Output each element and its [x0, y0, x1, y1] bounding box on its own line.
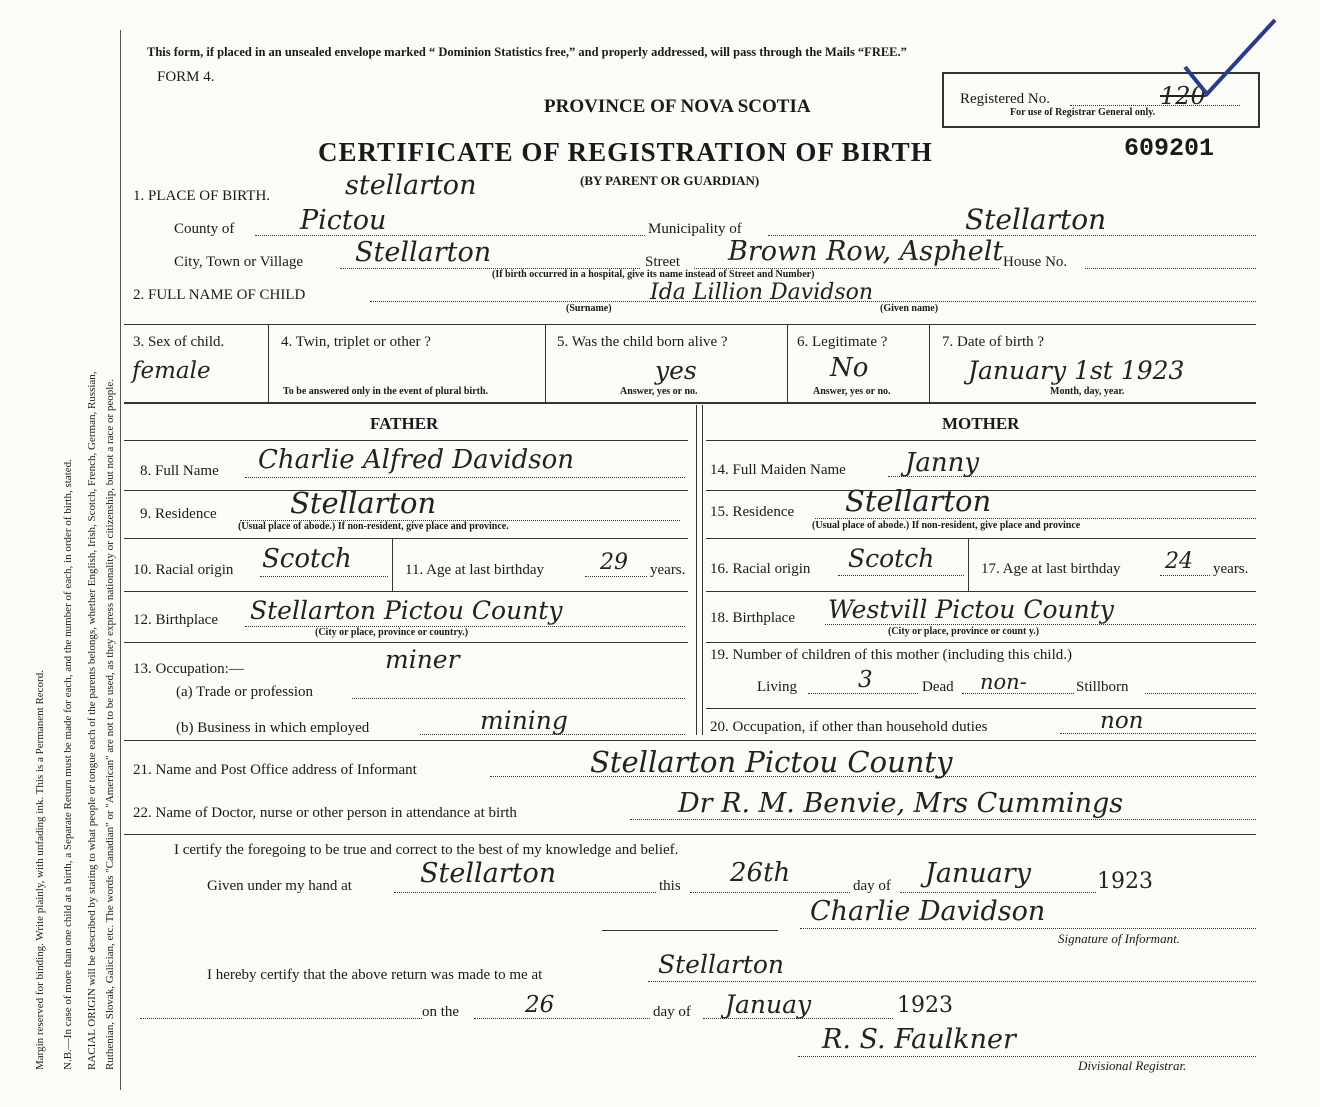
- living-value: 3: [858, 667, 873, 693]
- father-occ-b-label: (b) Business in which employed: [176, 720, 370, 736]
- dob-label: 7. Date of birth ?: [942, 334, 1045, 350]
- place-value: stellarton: [345, 170, 477, 201]
- margin-rule: [120, 30, 121, 1090]
- informant-signature: Charlie Davidson: [810, 896, 1046, 927]
- doctor-value: Dr R. M. Benvie, Mrs Cummings: [678, 788, 1124, 819]
- twin-label: 4. Twin, triplet or other ?: [281, 334, 431, 350]
- hospital-note: (If birth occurred in a hospital, give its name instead of Street and Number): [492, 269, 815, 280]
- father-years: years.: [650, 562, 686, 578]
- municipality-value: Stellarton: [965, 203, 1107, 236]
- father-age-value: 29: [600, 550, 628, 575]
- street-value: Brown Row, Asphelt: [728, 236, 1004, 267]
- mother-race-value: Scotch: [848, 544, 935, 573]
- dead-value: non-: [980, 670, 1027, 694]
- mother-occ-value: non: [1100, 708, 1144, 734]
- margin-note-1: Margin reserved for binding. Write plainly, with unfading ink. This is a Permanent Record.: [34, 670, 46, 1070]
- father-res-value: Stellarton: [290, 486, 437, 520]
- form-number: FORM 4.: [157, 69, 215, 85]
- margin-note-3: RACIAL ORIGIN will be described by stating to what people or tongue each of the parents belongs, whether English, Irish, Scotch, French, German, Russian,: [86, 371, 98, 1070]
- reg-day: 26: [525, 992, 555, 1018]
- doctor-label: 22. Name of Doctor, nurse or other person in attendance at birth: [133, 805, 517, 821]
- sex-value: female: [132, 358, 211, 384]
- place-label: 1. PLACE OF BIRTH.: [133, 188, 271, 204]
- legit-note: Answer, yes or no.: [813, 386, 891, 397]
- reg-day-of-label: day of: [653, 1004, 691, 1020]
- certificate-subtitle: (BY PARENT OR GUARDIAN): [580, 173, 760, 188]
- certificate-title: CERTIFICATE OF REGISTRATION OF BIRTH: [318, 137, 933, 167]
- house-label: House No.: [1003, 254, 1068, 270]
- father-occ-a-label: (a) Trade or profession: [176, 684, 314, 700]
- mother-bp-label: 18. Birthplace: [710, 610, 795, 626]
- serial-number: 609201: [1124, 134, 1215, 163]
- father-bp-value: Stellarton Pictou County: [250, 596, 563, 625]
- living-label: Living: [757, 679, 797, 695]
- signature-label: Signature of Informant.: [1058, 931, 1180, 946]
- mother-years: years.: [1213, 561, 1249, 577]
- father-age-label: 11. Age at last birthday: [405, 562, 544, 578]
- month-value: January: [925, 858, 1031, 889]
- twin-note: To be answered only in the event of plural birth.: [283, 386, 489, 397]
- registered-value: 120: [1160, 82, 1206, 110]
- reg-year: 1923: [897, 993, 953, 1018]
- registrar-signature: R. S. Faulkner: [822, 1024, 1016, 1055]
- father-race-label: 10. Racial origin: [133, 562, 234, 578]
- city-value: Stellarton: [355, 237, 492, 268]
- registrar-statement: I hereby certify that the above return was made to me at: [207, 967, 543, 983]
- legit-label: 6. Legitimate ?: [797, 334, 888, 350]
- father-res-label: 9. Residence: [140, 506, 217, 522]
- dead-label: Dead: [922, 679, 954, 695]
- mother-occ-label: 20. Occupation, if other than household duties: [710, 719, 988, 735]
- mother-res-label: 15. Residence: [710, 504, 795, 520]
- mother-children-label: 19. Number of children of this mother (including this child.): [710, 647, 1073, 663]
- alive-note: Answer, yes or no.: [620, 386, 698, 397]
- mother-race-label: 16. Racial origin: [710, 561, 811, 577]
- fullname-label: 2. FULL NAME OF CHILD: [133, 287, 306, 303]
- alive-value: yes: [655, 356, 697, 385]
- legit-value: No: [830, 353, 869, 383]
- registrar-label: Divisional Registrar.: [1078, 1058, 1187, 1073]
- city-label: City, Town or Village: [174, 254, 304, 270]
- registrar-place: Stellarton: [658, 950, 785, 979]
- mother-res-note: (Usual place of abode.) If non-resident, give place and province: [812, 520, 1081, 531]
- father-occ-label: 13. Occupation:—: [133, 661, 244, 677]
- margin-note-4: Ruthenian, Slovak, Galician, etc. The words "Canadian" or "American" are not to be used, as they express nationality or citizenship, but not a race or people.: [104, 379, 116, 1070]
- mother-age-label: 17. Age at last birthday: [981, 561, 1121, 577]
- mail-note: This form, if placed in an unsealed envelope marked “ Dominion Statistics free,” and properly addressed, will pass through the Mails “FREE.”: [147, 45, 907, 59]
- reg-month: Januay: [725, 990, 812, 1019]
- mother-bp-value: Westvill Pictou County: [828, 595, 1114, 624]
- father-name-value: Charlie Alfred Davidson: [258, 445, 575, 475]
- on-the-label: on the: [422, 1004, 460, 1020]
- check-mark-icon: [1175, 12, 1285, 112]
- province-heading: PROVINCE OF NOVA SCOTIA: [544, 96, 811, 117]
- mother-name-label: 14. Full Maiden Name: [710, 462, 846, 478]
- given-label: Given under my hand at: [207, 878, 352, 894]
- father-bp-note: (City or place, province or country.): [315, 627, 469, 638]
- father-heading: FATHER: [370, 414, 439, 433]
- given-place: Stellarton: [420, 858, 557, 889]
- registrar-use-note: For use of Registrar General only.: [1010, 107, 1156, 118]
- fullname-value: Ida Lillion Davidson: [650, 280, 874, 305]
- county-value: Pictou: [300, 205, 387, 236]
- surname-note: (Surname): [566, 303, 612, 314]
- stillborn-label: Stillborn: [1076, 679, 1129, 695]
- dob-value: January 1st 1923: [968, 356, 1185, 385]
- mother-heading: MOTHER: [942, 414, 1020, 433]
- dob-note: Month, day, year.: [1050, 386, 1125, 397]
- informant-value: Stellarton Pictou County: [590, 745, 953, 779]
- municipality-label: Municipality of: [648, 221, 742, 237]
- father-bp-label: 12. Birthplace: [133, 612, 218, 628]
- margin-note-2: N.B.—In case of more than one child at a birth, a Separate Return must be made for each, and the number of each, in order of birth, stated.: [62, 459, 74, 1070]
- father-race-value: Scotch: [262, 544, 352, 574]
- father-occ-b-value: mining: [480, 706, 568, 735]
- county-label: County of: [174, 221, 235, 237]
- year-value: 1923: [1097, 869, 1153, 894]
- informant-label: 21. Name and Post Office address of Informant: [133, 762, 417, 778]
- mother-age-value: 24: [1165, 549, 1193, 574]
- this-label: this: [659, 878, 681, 894]
- father-res-note: (Usual place of abode.) If non-resident, give place and province.: [238, 521, 509, 532]
- day-value: 26th: [730, 858, 791, 888]
- sex-label: 3. Sex of child.: [133, 334, 225, 350]
- alive-label: 5. Was the child born alive ?: [557, 334, 728, 350]
- registered-label: Registered No.: [960, 91, 1050, 107]
- street-label: Street: [645, 254, 680, 270]
- mother-res-value: Stellarton: [845, 484, 992, 518]
- father-name-label: 8. Full Name: [140, 463, 219, 479]
- day-of-label: day of: [853, 878, 891, 894]
- mother-bp-note: (City or place, province or count y.): [888, 626, 1040, 637]
- given-note: (Given name): [880, 303, 939, 314]
- father-occ-a-value: miner: [385, 645, 460, 674]
- certify-statement: I certify the foregoing to be true and correct to the best of my knowledge and belief.: [174, 842, 679, 858]
- mother-name-value: Janny: [905, 448, 980, 478]
